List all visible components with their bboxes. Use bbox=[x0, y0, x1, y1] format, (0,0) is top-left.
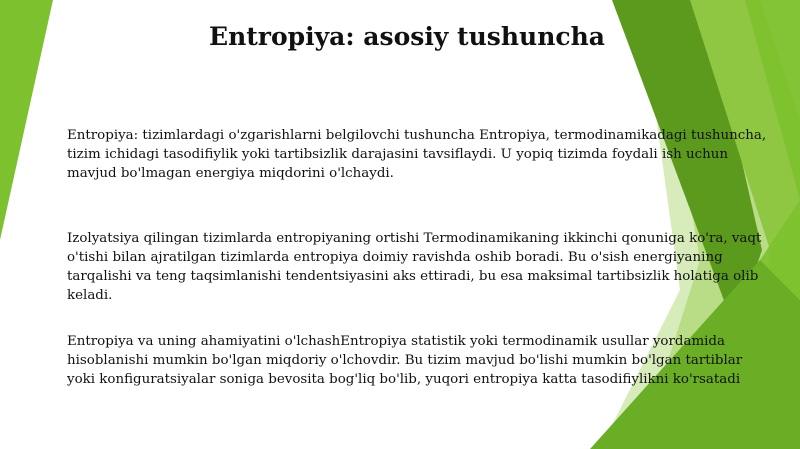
paragraph-entropy-definition: Entropiya: tizimlardagi o'zgarishlarni belgilovchi tushuncha Entropiya, termodinamikadagi tushuncha, tizim ichidagi tasodifiylik yoki tartibsizlik darajasini tavsiflaydi. U yopiq tizimda foydali ish uchun mavjud bo'lmagan energiya miqdorini o'lchaydi. bbox=[67, 128, 767, 181]
slide-title: Entropiya: asosiy tushuncha bbox=[209, 22, 605, 51]
paragraph-isolated-systems: Izolyatsiya qilingan tizimlarda entropiyaning ortishi Termodinamikaning ikkinchi qonuniga ko'ra, vaqt o'tishi bilan ajratilgan tizimlarda entropiya doimiy ravishda oshib boradi. Bu o'sish energiyaning tarqalishi va teng taqsimlanishi tendentsiyasini aks ettiradi, bu esa maksimal tartibsizlik holatiga olib keladi. bbox=[67, 231, 762, 303]
paragraph-entropy-measurement: Entropiya va uning ahamiyatini o'lchashEntropiya statistik yoki termodinamik usullar yordamida hisoblanishi mumkin bo'lgan miqdoriy o'lchovdir. Bu tizim mavjud bo'lishi mumkin bo'lgan tartiblar yoki konfiguratsiyalar soniga bevosita bog'liq bo'lib, yuqori entropiya katta tasodifiylikni ko'rsatadi bbox=[67, 334, 743, 387]
